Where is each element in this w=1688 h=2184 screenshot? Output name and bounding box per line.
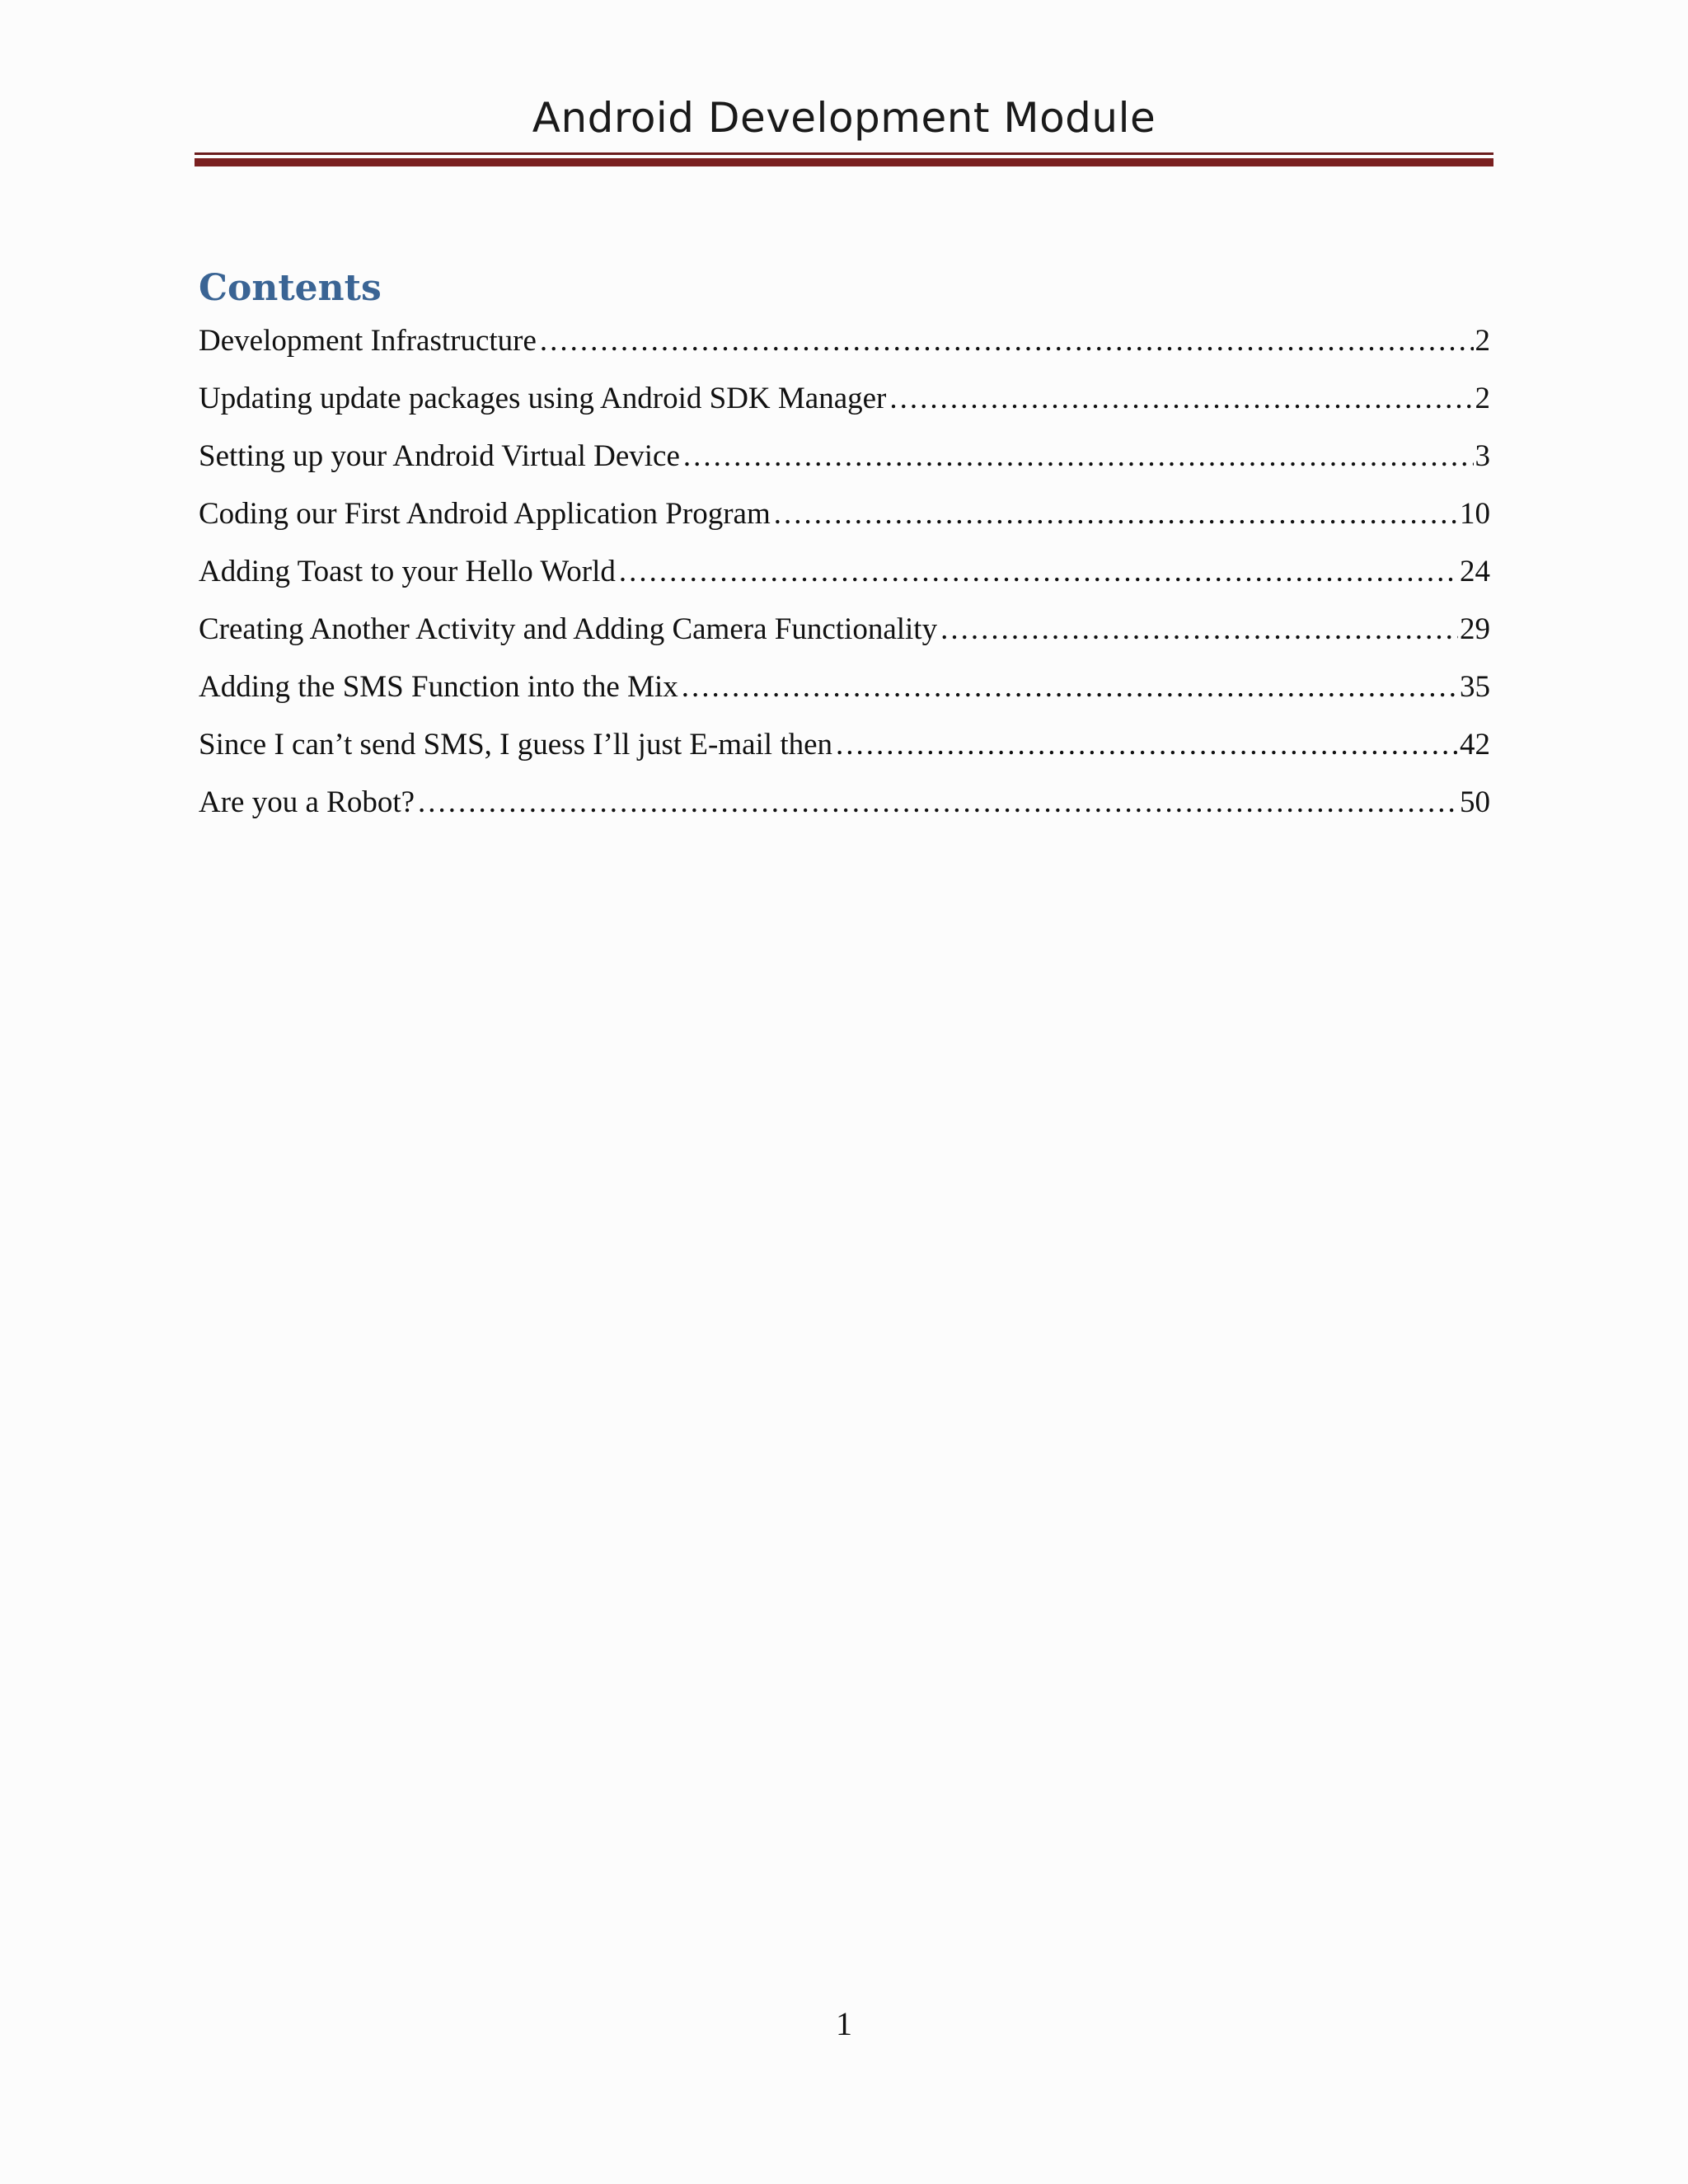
toc-entry-page: 50	[1460, 785, 1490, 819]
toc-entry-label: Adding the SMS Function into the Mix	[199, 670, 678, 704]
toc-entry-label: Development Infrastructure	[199, 324, 537, 358]
toc-entry[interactable]	[199, 605, 1490, 663]
toc-entry-label: Updating update packages using Android SDK Manager	[199, 382, 887, 415]
toc-entry-page: 29	[1460, 612, 1490, 646]
toc-dot-leader	[774, 490, 1458, 539]
toc-dot-leader	[836, 720, 1458, 770]
running-header-title: Android Development Module	[532, 94, 1156, 142]
toc-entry-page: 24	[1460, 555, 1490, 588]
toc-entry[interactable]	[199, 778, 1490, 836]
header-rule	[195, 152, 1493, 166]
toc-heading: Contents	[199, 267, 382, 309]
toc-entry-page: 3	[1475, 439, 1490, 473]
toc-dot-leader	[540, 316, 1474, 366]
header-rule-thick-line	[195, 158, 1493, 166]
toc-entry-page: 35	[1460, 670, 1490, 704]
toc-entry[interactable]	[199, 490, 1490, 547]
toc-entry[interactable]	[199, 547, 1490, 605]
toc-entry-page: 2	[1475, 324, 1490, 358]
page-number: 1	[836, 2005, 852, 2042]
toc-entry-label: Are you a Robot?	[199, 785, 415, 819]
toc-dot-leader	[889, 374, 1473, 424]
toc-entry-label: Adding Toast to your Hello World	[199, 555, 616, 588]
toc-entry-page: 10	[1460, 497, 1490, 531]
toc-entry-label: Since I can’t send SMS, I guess I’ll just E-mail then	[199, 728, 833, 762]
toc-entry-label: Setting up your Android Virtual Device	[199, 439, 680, 473]
toc-entry-label: Creating Another Activity and Adding Camera Functionality	[199, 612, 938, 646]
toc-dot-leader	[619, 547, 1458, 597]
toc-dot-leader	[940, 605, 1458, 654]
toc-entry-page: 42	[1460, 728, 1490, 762]
toc-entry-page: 2	[1475, 382, 1490, 415]
toc-entry[interactable]	[199, 374, 1490, 432]
toc-dot-leader	[418, 778, 1458, 827]
table-of-contents	[199, 316, 1490, 836]
toc-dot-leader	[682, 663, 1458, 712]
toc-entry[interactable]	[199, 432, 1490, 490]
toc-entry[interactable]	[199, 663, 1490, 720]
toc-entry[interactable]	[199, 316, 1490, 374]
toc-entry[interactable]	[199, 720, 1490, 778]
toc-entry-label: Coding our First Android Application Program	[199, 497, 771, 531]
toc-dot-leader	[683, 432, 1474, 481]
